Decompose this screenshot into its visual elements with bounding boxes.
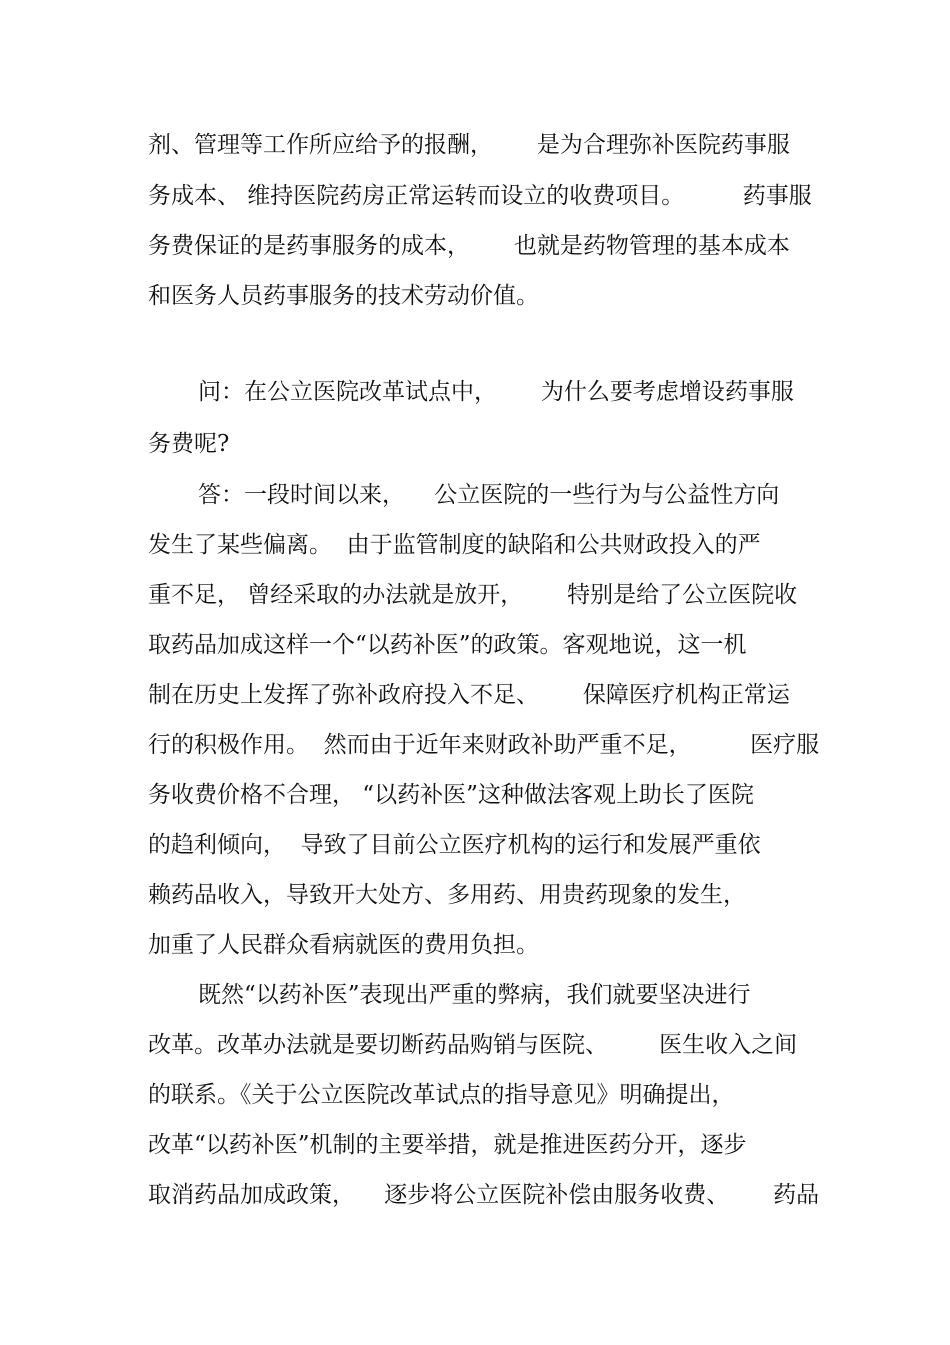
- text-line: 赖药品收入，导致开大处方、多用药、用贵药现象的发生，: [148, 882, 746, 908]
- text-line: 取消药品加成政策， 逐步将公立医院补偿由服务收费、 药品: [148, 1182, 820, 1208]
- question-line: 问：在公立医院改革试点中， 为什么要考虑增设药事服: [198, 379, 794, 405]
- text-line: 和医务人员药事服务的技术劳动价值。: [148, 283, 539, 309]
- text-line: 务收费价格不合理， “以药补医”这种做法客观上助长了医院: [148, 782, 754, 808]
- paragraph-start-line: 既然“以药补医”表现出严重的弊病，我们就要坚决进行: [198, 982, 751, 1008]
- text-line: 的联系。《关于公立医院改革试点的指导意见》明确提出，: [148, 1082, 735, 1108]
- text-line: 务费保证的是药事服务的成本， 也就是药物管理的基本成本: [148, 233, 790, 259]
- text-line: 改革“以药补医”机制的主要举措，就是推进医药分开，逐步: [148, 1132, 747, 1158]
- text-line: 重不足， 曾经采取的办法就是放开， 特别是给了公立医院收: [148, 582, 798, 608]
- text-line: 务费呢?: [148, 431, 230, 457]
- text-line: 剂、管理等工作所应给予的报酬， 是为合理弥补医院药事服: [148, 132, 790, 158]
- text-line: 取药品加成这样一个“以药补医”的政策。客观地说，这一机: [148, 632, 747, 658]
- text-line: 务成本、 维持医院药房正常运转而设立的收费项目。 药事服: [148, 183, 812, 209]
- text-line: 发生了某些偏离。 由于监管制度的缺陷和公共财政投入的严: [148, 532, 761, 558]
- text-line: 制在历史上发挥了弥补政府投入不足、 保障医疗机构正常运: [148, 682, 790, 708]
- text-line: 改革。改革办法就是要切断药品购销与医院、 医生收入之间: [148, 1032, 798, 1058]
- text-line: 行的积极作用。 然而由于近年来财政补助严重不足， 医疗服: [148, 732, 820, 758]
- answer-line: 答：一段时间以来， 公立医院的一些行为与公益性方向: [198, 482, 780, 508]
- text-line: 的趋利倾向， 导致了目前公立医疗机构的运行和发展严重依: [148, 832, 761, 858]
- text-line: 加重了人民群众看病就医的费用负担。: [148, 932, 539, 958]
